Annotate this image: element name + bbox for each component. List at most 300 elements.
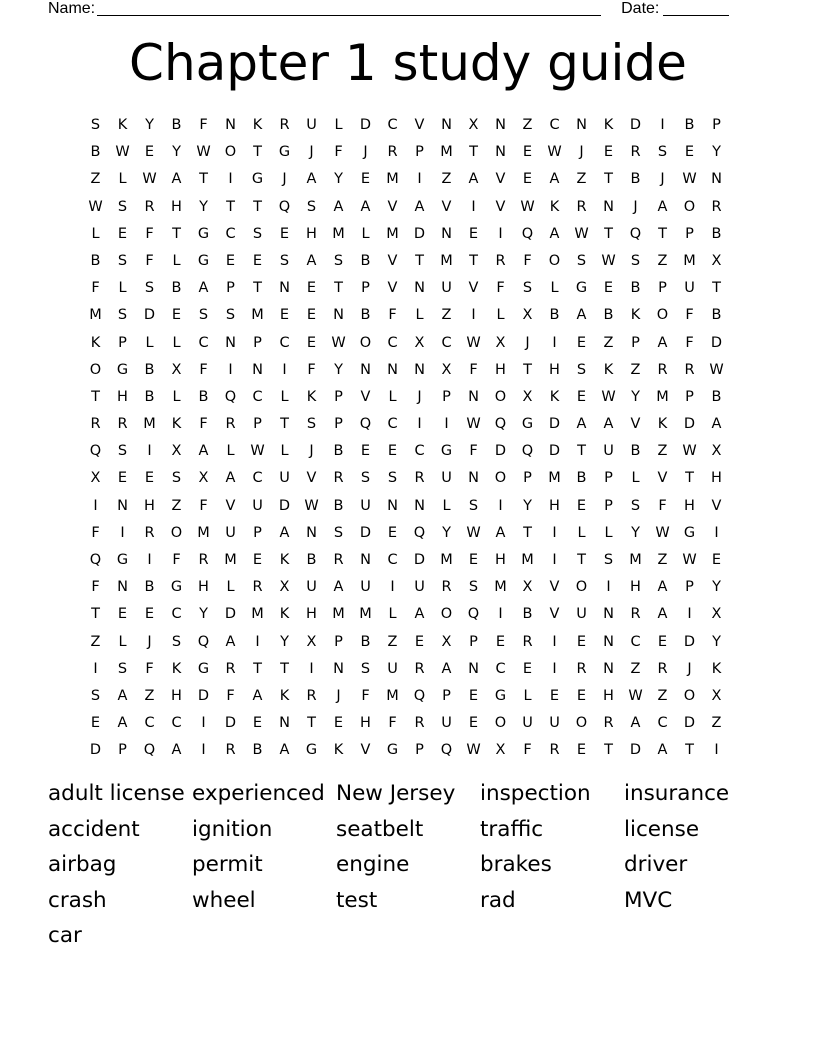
grid-letter: B <box>522 606 533 623</box>
grid-letter: Y <box>280 633 289 650</box>
grid-letter: Z <box>630 660 641 677</box>
grid-letter: E <box>90 715 101 732</box>
word-bank-item: seatbelt <box>336 816 424 842</box>
grid-letter: S <box>306 198 317 215</box>
grid-letter: E <box>171 307 182 324</box>
grid-letter: Z <box>441 307 452 324</box>
word-bank-item: accident <box>48 816 140 842</box>
grid-letter: K <box>711 660 722 677</box>
grid-letter: I <box>498 225 503 242</box>
word-bank-item: MVC <box>624 887 673 913</box>
grid-letter: B <box>360 252 371 269</box>
grid-letter: N <box>603 606 614 623</box>
grid-letter: L <box>172 334 181 351</box>
grid-letter: E <box>144 144 155 161</box>
grid-letter: Y <box>145 117 154 133</box>
grid-letter: N <box>414 280 425 297</box>
grid-letter: U <box>360 579 371 596</box>
grid-letter: F <box>199 416 208 433</box>
grid-letter: U <box>306 579 317 596</box>
grid-letter: Q <box>467 606 480 623</box>
grid-letter: A <box>711 416 722 433</box>
grid-letter: F <box>199 497 208 514</box>
grid-letter: N <box>603 198 614 215</box>
grid-letter: W <box>682 443 697 460</box>
grid-letter: T <box>685 742 694 759</box>
grid-letter: N <box>117 497 128 514</box>
grid-letter: M <box>224 552 237 568</box>
grid-letter: L <box>334 117 343 133</box>
grid-letter: N <box>279 715 290 732</box>
grid-letter: I <box>228 361 233 378</box>
grid-letter: W <box>331 334 346 351</box>
grid-letter: F <box>658 497 667 514</box>
grid-letter: B <box>90 252 101 269</box>
grid-letter: G <box>278 144 291 161</box>
grid-letter: A <box>657 606 668 623</box>
grid-letter: E <box>468 715 479 732</box>
grid-letter: I <box>714 524 719 541</box>
grid-letter: U <box>279 470 290 487</box>
grid-letter: C <box>144 715 155 732</box>
grid-letter: O <box>359 334 372 351</box>
grid-letter: N <box>252 361 263 378</box>
grid-letter: I <box>714 742 719 759</box>
name-date-header <box>48 0 748 20</box>
grid-letter: S <box>603 552 614 568</box>
grid-letter: N <box>414 361 425 378</box>
grid-letter: T <box>523 524 532 541</box>
grid-letter: X <box>171 443 182 460</box>
grid-letter: T <box>469 144 478 161</box>
grid-letter: C <box>549 117 560 133</box>
grid-letter: I <box>660 117 665 133</box>
name-label: Name: <box>48 0 96 17</box>
grid-letter: H <box>171 198 182 215</box>
grid-letter: T <box>91 606 100 623</box>
grid-letter: W <box>682 171 697 188</box>
grid-letter: N <box>117 579 128 596</box>
grid-letter: N <box>468 388 479 405</box>
grid-letter: Y <box>712 633 721 650</box>
grid-letter: R <box>225 742 236 759</box>
grid-letter: T <box>91 388 100 405</box>
grid-letter: F <box>388 307 397 324</box>
grid-letter: U <box>441 280 452 297</box>
grid-letter: A <box>657 579 668 596</box>
grid-letter: S <box>117 198 128 215</box>
grid-letter: D <box>629 117 642 133</box>
grid-letter: T <box>253 198 262 215</box>
grid-letter: X <box>495 742 506 759</box>
grid-letter: P <box>253 334 262 351</box>
grid-letter: T <box>604 742 613 759</box>
grid-letter: B <box>171 117 182 133</box>
grid-letter: Q <box>278 198 291 215</box>
grid-letter: Z <box>171 497 182 514</box>
grid-letter: R <box>333 552 344 568</box>
grid-letter: K <box>630 307 641 324</box>
grid-letter: P <box>253 524 262 541</box>
grid-letter: C <box>252 388 263 405</box>
grid-letter: U <box>414 579 425 596</box>
grid-letter: C <box>441 334 452 351</box>
grid-letter: B <box>711 307 722 324</box>
grid-letter: W <box>574 225 589 242</box>
grid-letter: S <box>576 361 587 378</box>
grid-letter: H <box>711 470 722 487</box>
grid-letter: U <box>441 715 452 732</box>
grid-letter: L <box>118 171 127 188</box>
grid-letter: B <box>333 443 344 460</box>
grid-letter: E <box>414 633 425 650</box>
grid-letter: S <box>252 225 263 242</box>
grid-letter: L <box>415 307 424 324</box>
grid-letter: Y <box>334 361 343 378</box>
grid-letter: T <box>226 198 235 215</box>
grid-letter: A <box>198 443 209 460</box>
grid-letter: N <box>603 633 614 650</box>
grid-letter: A <box>252 687 263 704</box>
grid-letter: Y <box>199 606 208 623</box>
grid-letter: D <box>197 687 210 704</box>
grid-letter: E <box>522 171 533 188</box>
grid-letter: L <box>118 280 127 297</box>
grid-letter: R <box>333 470 344 487</box>
grid-letter: M <box>143 416 156 433</box>
grid-letter: G <box>386 742 399 759</box>
grid-letter: A <box>657 742 668 759</box>
grid-letter: R <box>144 198 155 215</box>
grid-letter: V <box>630 416 641 433</box>
grid-letter: L <box>442 497 451 514</box>
grid-letter: X <box>468 117 479 133</box>
grid-letter: E <box>522 660 533 677</box>
grid-letter: E <box>576 334 587 351</box>
grid-letter: N <box>333 307 344 324</box>
grid-letter: Q <box>143 742 156 759</box>
grid-letter: N <box>468 660 479 677</box>
grid-letter: H <box>495 361 506 378</box>
grid-letter: N <box>495 117 506 133</box>
name-field-line[interactable] <box>97 0 601 16</box>
grid-letter: L <box>91 225 100 242</box>
word-bank-item: license <box>624 816 700 842</box>
grid-letter: M <box>251 606 264 623</box>
grid-letter: C <box>387 334 398 351</box>
grid-letter: B <box>360 307 371 324</box>
grid-letter: V <box>495 171 506 188</box>
grid-letter: U <box>360 497 371 514</box>
grid-letter: Q <box>440 742 453 759</box>
grid-letter: E <box>468 552 479 568</box>
grid-letter: I <box>228 171 233 188</box>
grid-letter: D <box>413 552 426 568</box>
grid-letter: Z <box>90 171 101 188</box>
grid-letter: L <box>172 252 181 269</box>
grid-letter: J <box>363 144 368 161</box>
grid-letter: I <box>147 443 152 460</box>
grid-letter: G <box>116 361 129 378</box>
grid-letter: U <box>225 524 236 541</box>
grid-letter: C <box>171 606 182 623</box>
grid-letter: Z <box>630 361 641 378</box>
grid-letter: N <box>225 117 236 133</box>
grid-letter: E <box>576 687 587 704</box>
grid-letter: B <box>630 443 641 460</box>
grid-letter: O <box>440 606 453 623</box>
grid-letter: C <box>171 715 182 732</box>
grid-letter: U <box>549 715 560 732</box>
grid-letter: W <box>655 524 670 541</box>
grid-letter: S <box>279 252 290 269</box>
grid-letter: I <box>201 715 206 732</box>
grid-letter: R <box>576 660 587 677</box>
grid-letter: X <box>495 334 506 351</box>
grid-letter: V <box>225 497 236 514</box>
grid-letter: P <box>118 334 127 351</box>
date-field-line[interactable] <box>663 0 729 16</box>
grid-letter: A <box>117 715 128 732</box>
grid-letter: L <box>145 334 154 351</box>
grid-letter: N <box>360 552 371 568</box>
grid-letter: R <box>117 416 128 433</box>
grid-letter: R <box>711 198 722 215</box>
grid-letter: R <box>549 742 560 759</box>
grid-letter: I <box>606 579 611 596</box>
grid-letter: N <box>279 280 290 297</box>
grid-letter: C <box>252 470 263 487</box>
word-bank-item: adult license <box>48 781 185 806</box>
grid-letter: S <box>522 280 533 297</box>
grid-letter: F <box>388 715 397 732</box>
grid-letter: J <box>579 144 584 161</box>
grid-letter: R <box>441 579 452 596</box>
grid-letter: P <box>253 416 262 433</box>
grid-letter: S <box>90 117 101 133</box>
grid-letter: V <box>549 606 560 623</box>
grid-letter: C <box>414 443 425 460</box>
grid-letter: M <box>89 307 102 324</box>
grid-letter: T <box>199 171 208 188</box>
grid-letter: P <box>442 388 451 405</box>
grid-letter: T <box>712 280 721 297</box>
grid-letter: Y <box>334 171 343 188</box>
grid-letter: X <box>441 633 452 650</box>
grid-letter: I <box>552 660 557 677</box>
word-bank-item: engine <box>336 852 410 878</box>
grid-letter: E <box>387 443 398 460</box>
grid-letter: N <box>306 524 317 541</box>
grid-letter: T <box>253 144 262 161</box>
grid-letter: I <box>498 497 503 514</box>
grid-letter: D <box>224 715 237 732</box>
grid-letter: S <box>117 252 128 269</box>
grid-letter: C <box>387 117 398 133</box>
grid-letter: G <box>521 416 534 433</box>
grid-letter: E <box>117 606 128 623</box>
grid-letter: V <box>387 252 398 269</box>
grid-letter: E <box>576 742 587 759</box>
grid-letter: J <box>336 687 341 704</box>
grid-letter: K <box>306 388 317 405</box>
grid-letter: F <box>145 660 154 677</box>
grid-letter: S <box>333 252 344 269</box>
grid-letter: Z <box>90 633 101 650</box>
grid-letter: I <box>93 660 98 677</box>
grid-letter: H <box>171 687 182 704</box>
word-bank-item: traffic <box>480 816 544 842</box>
grid-letter: R <box>657 361 668 378</box>
grid-letter: B <box>549 307 560 324</box>
grid-letter: N <box>360 361 371 378</box>
grid-letter: B <box>360 633 371 650</box>
grid-letter: N <box>603 660 614 677</box>
grid-letter: N <box>576 117 587 133</box>
grid-letter: I <box>552 524 557 541</box>
grid-letter: B <box>90 144 101 161</box>
grid-letter: W <box>250 443 265 460</box>
grid-letter: E <box>306 334 317 351</box>
grid-letter: E <box>657 633 668 650</box>
grid-letter: G <box>197 252 210 269</box>
grid-letter: D <box>683 416 696 433</box>
page-title: Chapter 1 study guide <box>129 34 687 92</box>
grid-letter: Y <box>442 524 451 541</box>
grid-letter: Z <box>657 252 668 269</box>
grid-letter: V <box>387 198 398 215</box>
grid-letter: W <box>142 171 157 188</box>
grid-letter: P <box>334 416 343 433</box>
grid-letter: D <box>278 497 291 514</box>
grid-letter: D <box>359 117 372 133</box>
grid-letter: H <box>549 361 560 378</box>
grid-letter: A <box>576 307 587 324</box>
grid-letter: W <box>628 687 643 704</box>
grid-letter: X <box>522 388 533 405</box>
grid-letter: A <box>468 171 479 188</box>
grid-letter: B <box>630 171 641 188</box>
grid-letter: Y <box>631 524 640 541</box>
grid-letter: E <box>225 252 236 269</box>
grid-letter: R <box>630 606 641 623</box>
grid-letter: L <box>361 225 370 242</box>
grid-letter: L <box>550 280 559 297</box>
word-bank-item: experienced <box>192 781 325 806</box>
grid-letter: F <box>91 524 100 541</box>
grid-letter: G <box>440 443 453 460</box>
grid-letter: D <box>683 633 696 650</box>
grid-letter: Q <box>359 416 372 433</box>
grid-letter: O <box>494 470 507 487</box>
grid-letter: E <box>117 470 128 487</box>
grid-letter: M <box>683 252 696 269</box>
grid-letter: M <box>332 606 345 623</box>
grid-letter: G <box>197 225 210 242</box>
grid-letter: E <box>576 633 587 650</box>
grid-letter: C <box>657 715 668 732</box>
grid-letter: X <box>414 334 425 351</box>
grid-letter: E <box>549 687 560 704</box>
grid-letter: X <box>441 361 452 378</box>
grid-letter: F <box>685 334 694 351</box>
grid-letter: C <box>198 334 209 351</box>
grid-letter: U <box>252 497 263 514</box>
grid-letter: Z <box>144 687 155 704</box>
grid-letter: R <box>603 715 614 732</box>
grid-letter: I <box>417 416 422 433</box>
grid-letter: W <box>466 742 481 759</box>
grid-letter: R <box>225 416 236 433</box>
grid-letter: X <box>90 470 101 487</box>
grid-letter: N <box>387 361 398 378</box>
grid-letter: M <box>440 144 453 161</box>
grid-letter: J <box>660 171 665 188</box>
grid-letter: M <box>521 552 534 568</box>
grid-letter: B <box>144 579 155 596</box>
grid-letter: Q <box>197 633 210 650</box>
grid-letter: E <box>360 171 371 188</box>
grid-letter: Y <box>631 388 640 405</box>
grid-letter: M <box>656 388 669 405</box>
grid-letter: H <box>630 579 641 596</box>
grid-letter: F <box>469 361 478 378</box>
grid-letter: W <box>115 144 130 161</box>
grid-letter: E <box>306 307 317 324</box>
grid-letter: C <box>495 660 506 677</box>
grid-letter: N <box>468 470 479 487</box>
grid-letter: L <box>523 687 532 704</box>
grid-letter: S <box>630 497 641 514</box>
grid-letter: B <box>144 388 155 405</box>
grid-letter: A <box>576 416 587 433</box>
grid-letter: X <box>171 361 182 378</box>
grid-letter: U <box>522 715 533 732</box>
grid-letter: K <box>603 117 614 133</box>
grid-letter: S <box>630 252 641 269</box>
grid-letter: X <box>711 443 722 460</box>
grid-letter: N <box>225 334 236 351</box>
grid-letter: W <box>304 497 319 514</box>
grid-letter: Y <box>172 144 181 161</box>
grid-letter: F <box>334 144 343 161</box>
grid-letter: B <box>306 552 317 568</box>
grid-letter: N <box>711 171 722 188</box>
grid-letter: E <box>603 144 614 161</box>
grid-letter: P <box>523 470 532 487</box>
grid-letter: K <box>279 606 290 623</box>
grid-letter: I <box>93 497 98 514</box>
grid-letter: N <box>387 497 398 514</box>
grid-letter: R <box>414 715 425 732</box>
grid-letter: B <box>684 117 695 133</box>
grid-letter: K <box>279 687 290 704</box>
grid-letter: P <box>334 388 343 405</box>
grid-letter: E <box>252 715 263 732</box>
grid-letter: R <box>225 660 236 677</box>
grid-letter: P <box>685 225 694 242</box>
grid-letter: P <box>712 117 721 133</box>
grid-letter: D <box>413 225 426 242</box>
grid-letter: T <box>685 470 694 487</box>
grid-letter: I <box>147 552 152 568</box>
grid-letter: K <box>549 388 560 405</box>
grid-letter: B <box>171 280 182 297</box>
grid-letter: L <box>388 606 397 623</box>
grid-letter: A <box>171 742 182 759</box>
grid-letter: D <box>548 443 561 460</box>
word-search-grid <box>82 112 730 765</box>
